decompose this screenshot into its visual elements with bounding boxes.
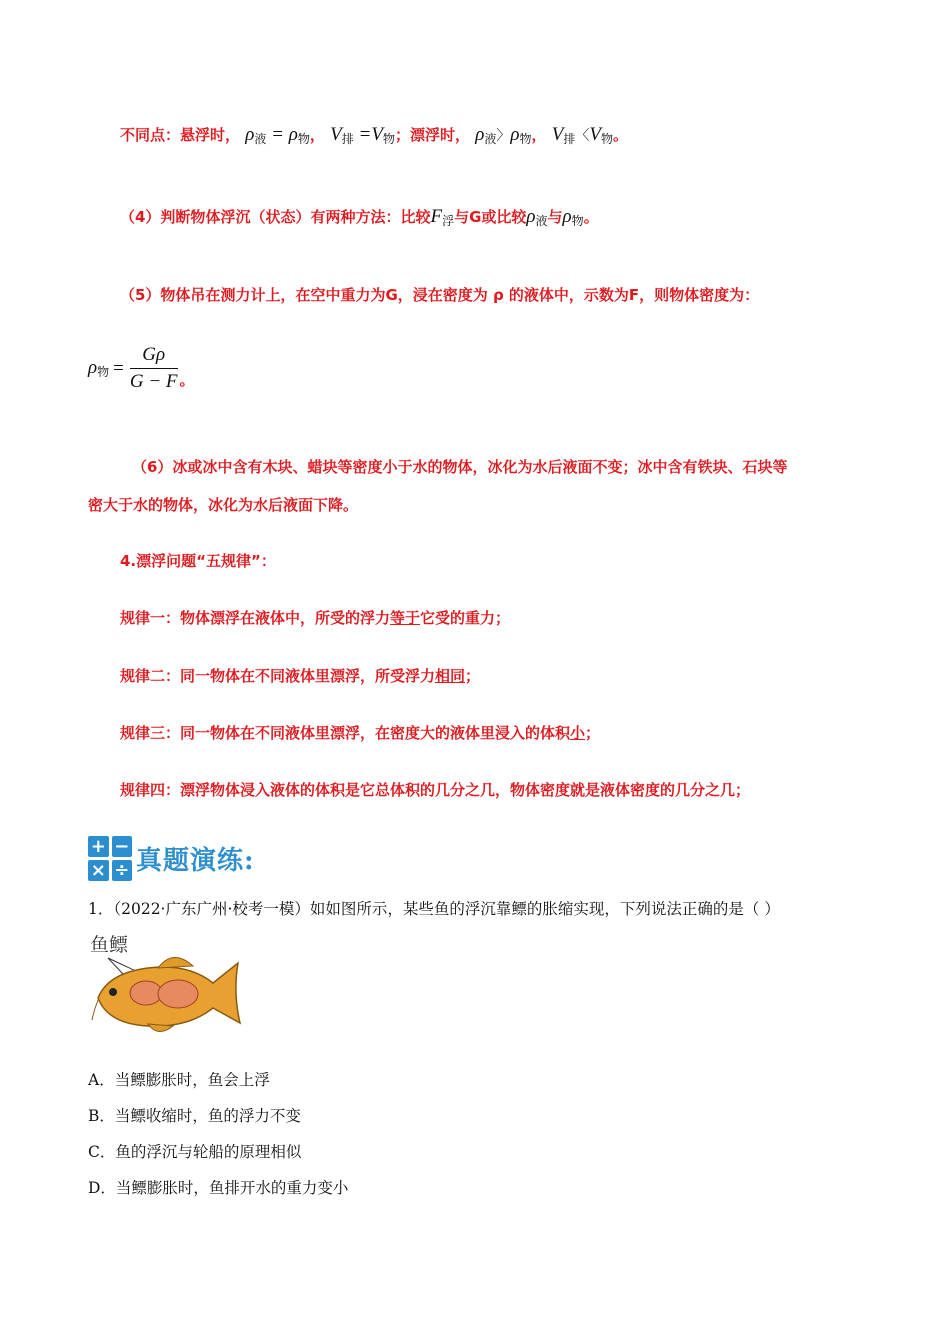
sym: = bbox=[271, 124, 284, 145]
text: 与G或比较 bbox=[454, 208, 527, 226]
text: 。 bbox=[612, 126, 628, 144]
sym: ρ bbox=[526, 206, 536, 227]
sub: 液 bbox=[254, 132, 267, 146]
section-title: 真题演练: bbox=[136, 845, 255, 876]
sub: 排 bbox=[341, 132, 354, 146]
ice-line-2: 密大于水的物体，冰化为水后液面下降。 bbox=[88, 496, 359, 514]
fish-illustration bbox=[88, 928, 248, 1044]
density-formula bbox=[88, 344, 195, 393]
fish-figure bbox=[88, 928, 248, 1044]
option-d[interactable]: D．当鳔膨胀时，鱼排开水的重力变小 bbox=[88, 1179, 349, 1197]
sym: 〈 bbox=[575, 129, 590, 144]
sub: 液 bbox=[484, 132, 497, 146]
sub: 物 bbox=[571, 214, 584, 228]
sym: ρ bbox=[510, 124, 520, 145]
sym: V bbox=[330, 124, 342, 145]
formula-rho-liquid-equals-rho-object bbox=[245, 124, 310, 145]
text: ， bbox=[531, 126, 547, 144]
question-stem: 1．（2022·广东广州·校考一模）如如图所示，某些鱼的浮沉靠鳔的胀缩实现，下列说法正确的是（ ） bbox=[88, 900, 780, 918]
sym: = bbox=[113, 357, 124, 379]
underlined-text: 小 bbox=[570, 724, 586, 742]
sym: 〉 bbox=[496, 129, 511, 144]
times-icon: × bbox=[88, 860, 109, 881]
density-measure-line: （5）物体吊在测力计上，在空中重力为G，浸在密度为 ρ 的液体中，示数为F，则物体密度为： bbox=[120, 286, 760, 304]
sym: ρ bbox=[562, 206, 572, 227]
plus-icon: + bbox=[88, 836, 109, 857]
figure-label: 鱼鳔 bbox=[90, 934, 129, 956]
text: 不同点：悬浮时， bbox=[120, 126, 241, 144]
text: 规律三：同一物体在不同液体里漂浮，在密度大的液体里浸入的体积 bbox=[120, 724, 571, 742]
rule-3 bbox=[120, 722, 600, 743]
option-a[interactable]: A．当鳔膨胀时，鱼会上浮 bbox=[88, 1071, 270, 1089]
sub: 液 bbox=[535, 214, 548, 228]
rule-1 bbox=[120, 607, 510, 628]
sym: ρ bbox=[245, 124, 255, 145]
sym: = bbox=[358, 124, 372, 145]
sub: 物 bbox=[600, 132, 613, 146]
text: ， bbox=[309, 126, 325, 144]
rule-2 bbox=[120, 665, 480, 686]
text: 它受的重力； bbox=[420, 609, 511, 627]
sub: 物 bbox=[97, 365, 110, 379]
section-heading bbox=[88, 836, 255, 880]
sym: ρ bbox=[288, 124, 298, 145]
text: ； bbox=[465, 667, 481, 685]
sub: 物 bbox=[382, 132, 395, 146]
sym: V bbox=[371, 124, 383, 145]
formula-rho-object bbox=[563, 206, 584, 227]
rules-title: 4.漂浮问题“五规律”： bbox=[120, 552, 276, 570]
option-b[interactable]: B．当鳔收缩时，鱼的浮力不变 bbox=[88, 1107, 301, 1125]
sym: V bbox=[589, 124, 601, 145]
text: 规律一：物体漂浮在液体中，所受的浮力 bbox=[120, 609, 391, 627]
rule-4: 规律四：漂浮物体浸入液体的体积是它总体积的几分之几，物体密度就是液体密度的几分之几； bbox=[120, 781, 751, 799]
ice-line-1: （6）冰或冰中含有木块、蜡块等密度小于水的物体，冰化为水后液面不变；冰中含有铁块、石块等 bbox=[132, 458, 788, 476]
sub: 物 bbox=[519, 132, 532, 146]
text: 。 bbox=[179, 371, 195, 389]
formula-rho-object bbox=[88, 357, 109, 380]
formula-v-pai-equals-v-object bbox=[330, 124, 395, 145]
difference-line bbox=[120, 124, 628, 147]
text: 。 bbox=[583, 208, 599, 226]
underlined-text: 相同 bbox=[435, 667, 466, 685]
formula-rho-liquid bbox=[526, 206, 547, 227]
fraction bbox=[130, 344, 178, 393]
divide-icon: ÷ bbox=[112, 860, 133, 881]
text: （4）判断物体浮沉（状态）有两种方法：比较 bbox=[120, 208, 431, 226]
sub: 浮 bbox=[442, 214, 455, 228]
underlined-text: 等于 bbox=[390, 609, 421, 627]
sub: 物 bbox=[297, 132, 310, 146]
calculator-icon bbox=[88, 836, 132, 880]
sym: ρ bbox=[88, 357, 98, 378]
sym: F bbox=[430, 206, 443, 227]
text: 与 bbox=[547, 208, 563, 226]
numerator: Gρ bbox=[130, 344, 178, 369]
method-line bbox=[120, 206, 599, 229]
sub: 排 bbox=[563, 132, 576, 146]
text: ；漂浮时， bbox=[394, 126, 470, 144]
formula-f-buoyancy bbox=[430, 206, 454, 227]
formula-v-pai-lt-v-object bbox=[552, 124, 613, 145]
text: 规律二：同一物体在不同液体里漂浮，所受浮力 bbox=[120, 667, 436, 685]
formula-rho-liquid-gt-rho-object bbox=[475, 124, 531, 145]
option-c[interactable]: C．鱼的浮沉与轮船的原理相似 bbox=[88, 1143, 302, 1161]
sym: ρ bbox=[475, 124, 485, 145]
minus-icon: − bbox=[112, 836, 133, 857]
sym: V bbox=[551, 124, 564, 145]
denominator: G − F bbox=[129, 371, 178, 392]
text: ； bbox=[585, 724, 601, 742]
